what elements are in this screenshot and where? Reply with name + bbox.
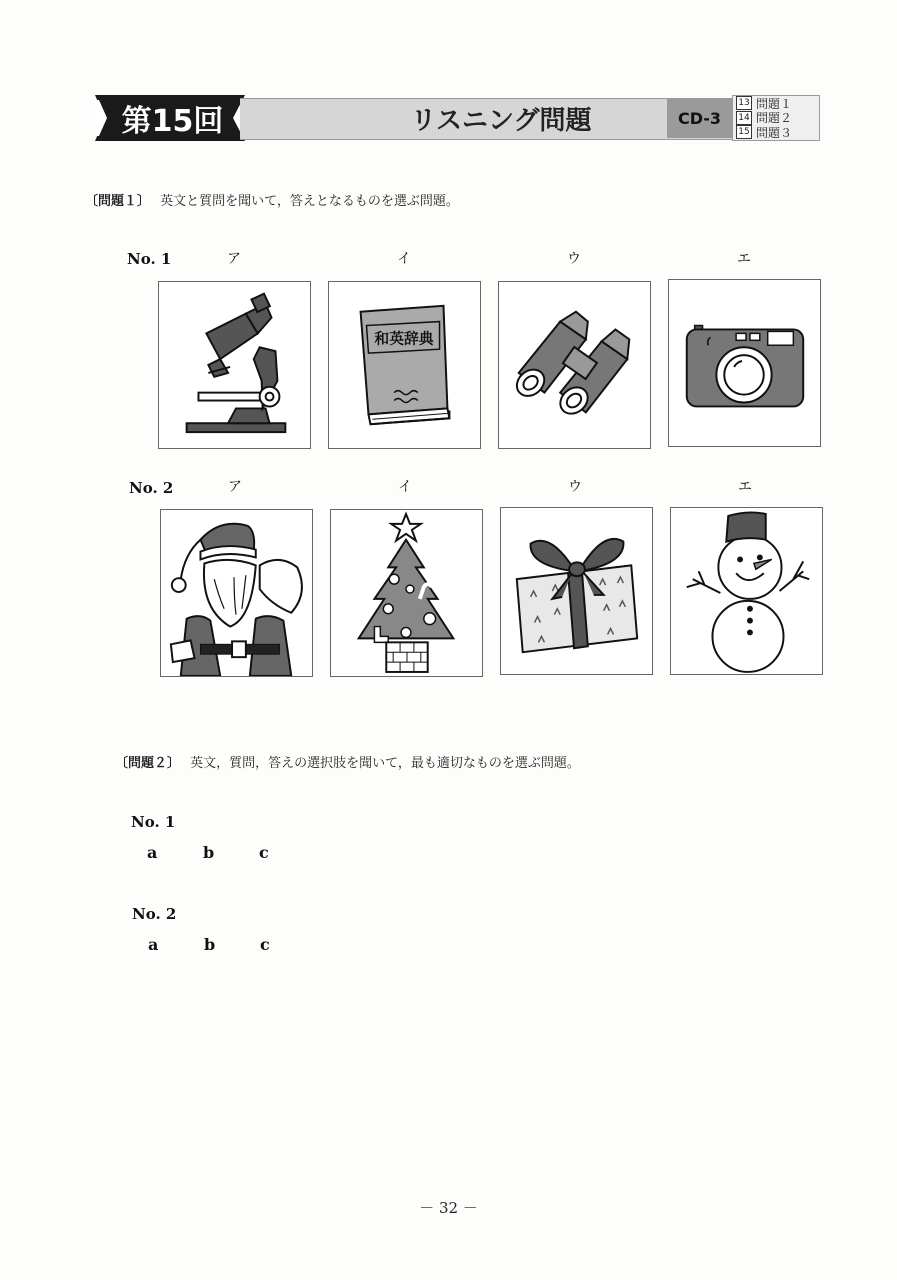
s2-q1-label: No. 1 [131, 813, 176, 831]
track-number: 15 [736, 125, 752, 139]
camera-picture[interactable] [668, 279, 821, 447]
page-number: － 32 － [419, 1199, 478, 1217]
choice-a-label: ア [228, 479, 242, 495]
option-a[interactable]: a [147, 843, 158, 862]
track-label: 問題３ [756, 125, 793, 140]
option-a[interactable]: a [148, 935, 159, 954]
track-row [733, 96, 819, 111]
microscope-icon [159, 282, 310, 448]
cd-label: CD-3 [667, 98, 732, 138]
q2-label: No. 2 [129, 479, 174, 497]
q1-label: No. 1 [127, 250, 172, 268]
round-label: 第15回 [121, 104, 224, 139]
section2-label: 〔問題２〕 [115, 756, 181, 771]
choice-a-label: ア [227, 251, 241, 267]
gift-box-picture[interactable] [500, 507, 653, 675]
track-row [733, 111, 819, 126]
dictionary-icon [329, 282, 480, 448]
track-label: 問題１ [756, 96, 793, 111]
section1-heading [85, 190, 459, 209]
track-label: 問題２ [756, 111, 793, 126]
microscope-picture[interactable] [158, 281, 311, 449]
binoculars-icon [499, 282, 650, 448]
dictionary-picture[interactable] [328, 281, 481, 449]
snowman-icon [671, 508, 822, 674]
choice-i-label: イ [397, 251, 411, 267]
camera-icon [669, 280, 820, 446]
option-b[interactable]: b [203, 843, 215, 862]
section1-instruction: 英文と質問を聞いて，答えとなるものを選ぶ問題。 [160, 194, 459, 209]
s2-q2-label: No. 2 [132, 905, 177, 923]
option-b[interactable]: b [204, 935, 216, 954]
section2-instruction: 英文，質問，答えの選択肢を聞いて，最も適切なものを選ぶ問題。 [190, 756, 580, 771]
track-row [733, 125, 819, 140]
page-title: リスニング問題 [410, 105, 592, 136]
christmas-tree-picture[interactable] [330, 509, 483, 677]
choice-e-label: エ [737, 251, 751, 267]
option-c[interactable]: c [260, 935, 270, 954]
section1-label: 〔問題１〕 [85, 194, 151, 209]
santa-claus-picture[interactable] [160, 509, 313, 677]
santa-claus-icon [161, 510, 312, 676]
track-number: 14 [736, 111, 752, 125]
binoculars-picture[interactable] [498, 281, 651, 449]
gift-box-icon [501, 508, 652, 674]
choice-e-label: エ [738, 479, 752, 495]
choice-u-label: ウ [567, 251, 581, 267]
section2-heading [115, 752, 580, 771]
snowman-picture[interactable] [670, 507, 823, 675]
track-number: 13 [736, 96, 752, 110]
choice-i-label: イ [398, 479, 412, 495]
header-banner [95, 95, 820, 141]
dictionary-title-text: 和英辞典 [374, 330, 434, 348]
option-c[interactable]: c [259, 843, 269, 862]
christmas-tree-icon [331, 510, 482, 676]
choice-u-label: ウ [568, 479, 582, 495]
track-list [732, 95, 820, 141]
